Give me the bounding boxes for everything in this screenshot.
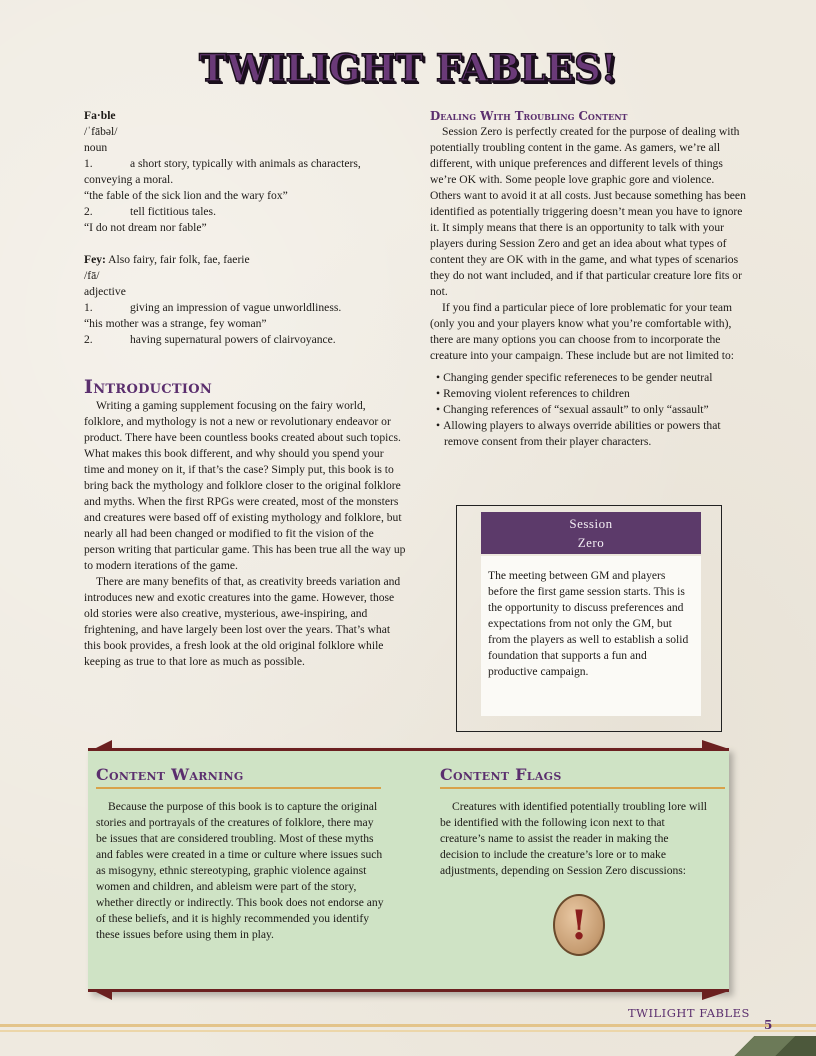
content-flags-section	[440, 764, 710, 879]
introduction-paragraph: There are many benefits of that, as creativity breeds variation and introduces new and exotic creatures into the game. However, those old stories were also creative, mysterious, awe-inspiring, and frightening, and have largely been lost over the years. That’s what this book provides, a fresh look at the old original folklore while keeping as true to that lore as much as possible.	[84, 575, 401, 668]
content-warning-heading: Content Warning	[96, 765, 244, 784]
fey-sense: 1. giving an impression of vague unworldliness.	[84, 301, 342, 314]
right-column	[430, 108, 746, 450]
content-flag-icon: !	[553, 894, 605, 956]
footer-rule	[0, 1030, 816, 1032]
heading-rule	[96, 787, 381, 789]
fable-pos: noun	[84, 141, 108, 154]
session-zero-title: Session Zero	[481, 512, 701, 554]
fable-sense: 2. tell fictitious tales.	[84, 205, 216, 218]
fey-pos: adjective	[84, 285, 126, 298]
corner-ornament	[700, 1036, 816, 1056]
banner-edge	[88, 989, 729, 992]
content-warning-section	[96, 764, 386, 943]
session-zero-body: The meeting between GM and players before the first game session starts. This is the opportunity to discuss preferences and expectations from not only the GM, but from the players as well to establish a solid foundation that supports a fun and productive campaign.	[481, 556, 701, 716]
fable-sense: conveying a moral.	[84, 173, 174, 186]
fey-headword: Fey: Also fairy, fair folk, fae, faerie	[84, 253, 250, 266]
troubling-heading: Dealing With Troubling Content	[430, 109, 628, 123]
fable-example: “the fable of the sick lion and the wary fox”	[84, 189, 288, 202]
content-flags-heading: Content Flags	[440, 765, 562, 784]
left-column	[84, 108, 406, 670]
content-flags-body: Creatures with identified potentially troubling lore will be identified with the following icon next to that creature’s name to assist the reader in making the decision to include the creature’s lore or to make adjustments, depending on Session Zero discussions:	[440, 800, 708, 877]
page-number: 5	[764, 1018, 773, 1032]
footer-rule	[0, 1024, 816, 1027]
banner-ribbon-icon	[702, 740, 726, 748]
fable-pronunciation: /ˈfābəl/	[84, 125, 118, 138]
fey-pronunciation: /fā/	[84, 269, 100, 282]
list-item: • Changing references of “sexual assault” to only “assault”	[434, 402, 746, 418]
list-item: • Allowing players to always override abilities or powers that remove consent from their player characters.	[434, 418, 746, 450]
banner-ribbon-icon	[96, 740, 112, 748]
troubling-paragraph: Session Zero is perfectly created for the purpose of dealing with potentially troubling content in the game. As gamers, we’re all different, with unique preferences and different levels of things we’re OK with. Some people love graphic gore and violence. Others want to avoid it at all costs. Just because something has been identified as potentially triggering doesn’t mean you have to ignore it. It simply means that there is an opportunity to talk with your players during Session Zero and get an idea about what types of content they are OK with in the game, and what types of scenarios they do not want included, and if that particular creature lore fits or not.	[430, 125, 746, 298]
troubling-paragraph: If you find a particular piece of lore problematic for your team (only you and your players know what you’re comfortable with), there are many options you can choose from to incorporate the creature into your campaign. These include but are not limited to:	[430, 301, 735, 362]
banner-ribbon-icon	[702, 992, 726, 1000]
page-title: TWILIGHT FABLES!	[199, 46, 617, 90]
introduction-paragraph: Writing a gaming supplement focusing on the fairy world, folklore, and mythology is not a new or revolutionary endeavor or product. There have been countless books created about such topics. What makes this book different, and why should you spend your time and money on it, if that’s the case? Simply put, this book is to bring back the mythology and folklore closer to the original folklore and myths. When the first RPGs were created, most of the monsters and creatures were based off of existing mythology and folklore, but nearly all had been changed or modified to fit the vision of the person writing that particular game. This has been true all the way up to modern iterations of the game.	[84, 399, 406, 572]
list-item: • Changing gender specific refereneces to be gender neutral	[434, 370, 746, 386]
footer-title: TWILIGHT FABLES	[628, 1006, 750, 1020]
content-warning-body: Because the purpose of this book is to capture the original stories and portrayals of the creatures of folklore, there may be issues that are considered troubling. Most of these myths and fables were created in a time or culture where issues such as misogyny, ethnic stereotyping, graphic violence against women and children, and ableism were part of the story, whether directly or indirectly. This book does not endorse any of these beliefs, and it is highly recommended you identify these issues before using them in play.	[96, 800, 384, 941]
fey-example: “his mother was a strange, fey woman”	[84, 317, 267, 330]
heading-rule	[440, 787, 725, 789]
fable-word: Fa·ble	[84, 109, 116, 122]
fable-sense: 1. a short story, typically with animals as characters,	[84, 157, 361, 170]
banner-ribbon-icon	[96, 992, 112, 1000]
options-list	[430, 370, 746, 450]
fey-sense: 2. having supernatural powers of clairvoyance.	[84, 333, 336, 346]
banner-edge	[88, 748, 729, 751]
list-item: • Removing violent references to children	[434, 386, 746, 402]
fable-example: “I do not dream nor fable”	[84, 221, 207, 234]
introduction-heading: Introduction	[84, 376, 213, 398]
